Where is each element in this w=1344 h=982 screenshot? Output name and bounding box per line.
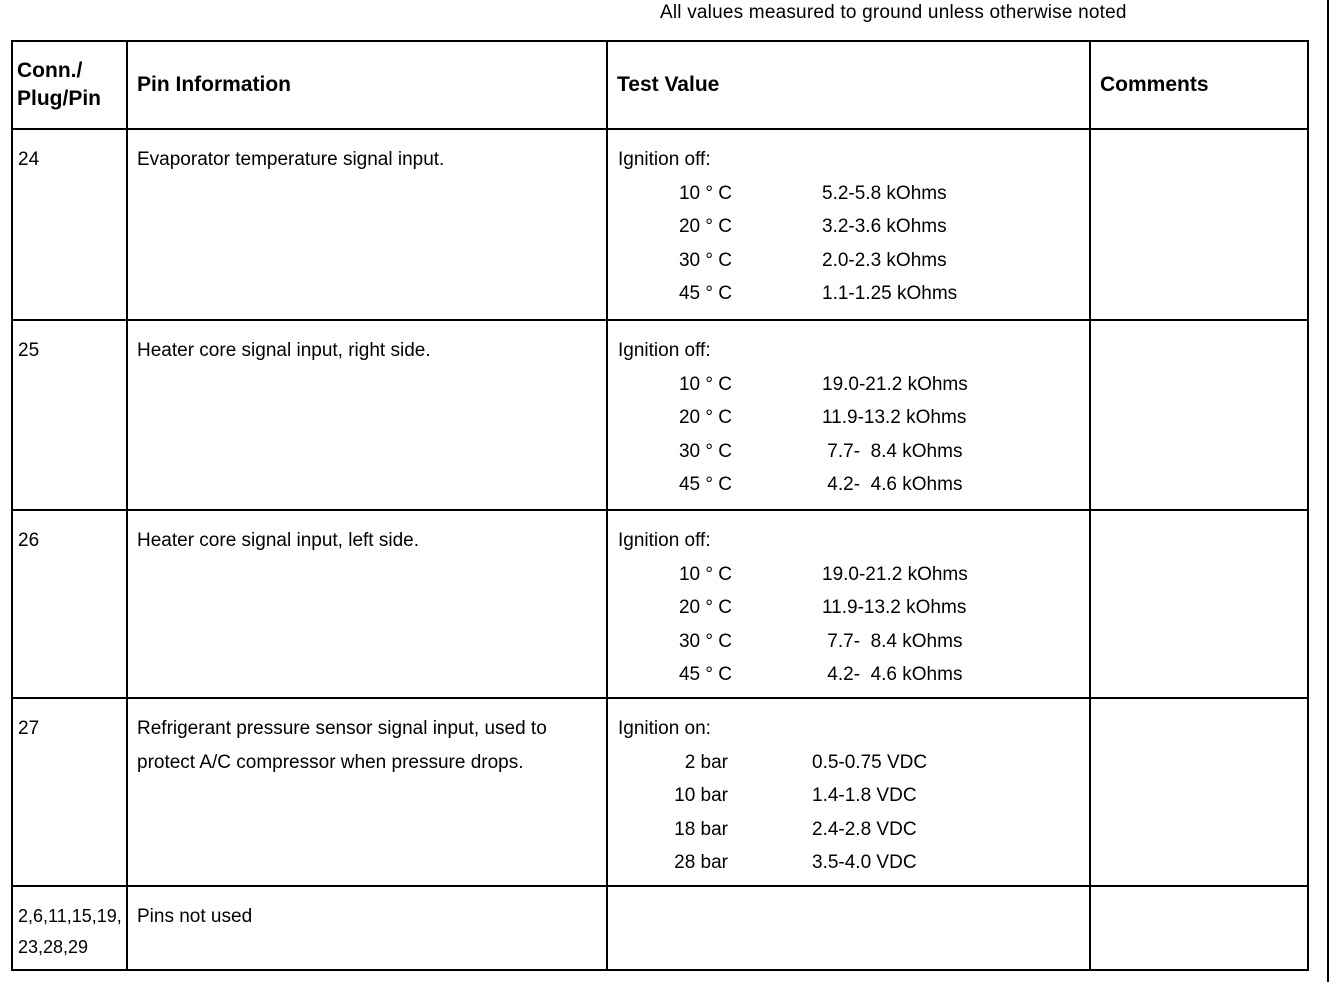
resistance-value: 4.2- 4.6 kOhms <box>822 664 963 685</box>
pin-cell <box>12 320 127 510</box>
test-value-row <box>618 244 1089 278</box>
info-cell <box>127 129 607 320</box>
temperature-label: 30 ° C <box>678 249 732 271</box>
info-cell <box>127 698 607 886</box>
test-value-row <box>618 591 1089 625</box>
pin-description: Pins not used <box>137 906 253 927</box>
info-cell <box>127 320 607 510</box>
voltage-value: 2.4-2.8 VDC <box>812 818 917 840</box>
test-value-row <box>618 368 1089 402</box>
test-condition: Ignition on: <box>618 718 711 739</box>
header-pin-line1: Conn./ <box>17 59 83 82</box>
temperature-label: 20 ° C <box>678 597 732 618</box>
test-value-cell <box>607 510 1090 698</box>
measurement-note: All values measured to ground unless otherwise noted <box>660 2 1127 23</box>
pin-cell <box>12 129 127 320</box>
pin-number: 24 <box>18 149 40 170</box>
resistance-value: 7.7- 8.4 kOhms <box>822 440 963 462</box>
table-row <box>12 129 1308 320</box>
test-condition: Ignition off: <box>618 530 711 551</box>
temperature-label: 10 ° C <box>678 373 732 395</box>
pin-cell <box>12 698 127 886</box>
test-value-row <box>618 846 1089 880</box>
pressure-label: 2 bar <box>684 751 728 773</box>
pin-cell <box>12 886 127 970</box>
header-comments: Comments <box>1090 41 1308 129</box>
table-row <box>12 886 1308 970</box>
test-value-row <box>618 401 1089 435</box>
header-pin-information: Pin Information <box>127 41 607 129</box>
comments-cell <box>1090 886 1308 970</box>
test-condition: Ignition off: <box>618 149 711 170</box>
resistance-value: 2.0-2.3 kOhms <box>822 249 947 271</box>
comments-cell <box>1090 129 1308 320</box>
resistance-value: 11.9-13.2 kOhms <box>822 407 967 428</box>
pressure-label: 18 bar <box>674 818 728 840</box>
table-row <box>12 510 1308 698</box>
pin-number: 25 <box>18 340 40 361</box>
header-pin-line2: Plug/Pin <box>17 87 101 110</box>
temperature-label: 20 ° C <box>678 407 732 428</box>
resistance-value: 5.2-5.8 kOhms <box>822 182 947 204</box>
voltage-value: 1.4-1.8 VDC <box>812 785 917 806</box>
test-value-row <box>618 658 1089 692</box>
resistance-value: 11.9-13.2 kOhms <box>822 597 967 618</box>
info-cell <box>127 510 607 698</box>
comments-cell <box>1090 698 1308 886</box>
temperature-label: 10 ° C <box>678 563 732 585</box>
table-row <box>12 320 1308 510</box>
pin-description: Evaporator temperature signal input. <box>137 149 445 170</box>
test-value-row <box>618 210 1089 244</box>
table-row <box>12 698 1308 886</box>
pin-cell <box>12 510 127 698</box>
test-value-row <box>618 435 1089 469</box>
comments-cell <box>1090 510 1308 698</box>
test-value-row <box>618 177 1089 211</box>
header-pin <box>12 41 127 129</box>
temperature-label: 45 ° C <box>678 664 732 685</box>
page-edge-line <box>1327 0 1329 982</box>
resistance-value: 7.7- 8.4 kOhms <box>822 630 963 652</box>
test-value-row <box>618 746 1089 780</box>
resistance-value: 1.1-1.25 kOhms <box>822 283 958 304</box>
pin-description: Heater core signal input, left side. <box>137 530 419 551</box>
header-test-value: Test Value <box>607 41 1090 129</box>
temperature-label: 45 ° C <box>678 283 732 304</box>
test-value-cell <box>607 886 1090 970</box>
pin-description: Refrigerant pressure sensor signal input, used to protect A/C compressor when pressure drops. <box>137 718 547 773</box>
pin-number: 2,6,11,15,19,23,28,29 <box>18 906 122 957</box>
test-value-row <box>618 625 1089 659</box>
voltage-value: 3.5-4.0 VDC <box>812 852 917 873</box>
test-value-cell <box>607 698 1090 886</box>
temperature-label: 30 ° C <box>678 630 732 652</box>
pressure-label: 28 bar <box>674 852 728 873</box>
pressure-label: 10 bar <box>674 785 728 806</box>
test-value-cell <box>607 320 1090 510</box>
test-value-row <box>618 779 1089 813</box>
test-value-row <box>618 813 1089 847</box>
info-cell <box>127 886 607 970</box>
resistance-value: 3.2-3.6 kOhms <box>822 216 947 237</box>
pin-number: 27 <box>18 718 40 739</box>
comments-cell <box>1090 320 1308 510</box>
temperature-label: 30 ° C <box>678 440 732 462</box>
resistance-value: 19.0-21.2 kOhms <box>822 563 968 585</box>
temperature-label: 20 ° C <box>678 216 732 237</box>
resistance-value: 4.2- 4.6 kOhms <box>822 474 963 495</box>
test-value-row <box>618 468 1089 502</box>
temperature-label: 45 ° C <box>678 474 732 495</box>
test-condition: Ignition off: <box>618 340 711 361</box>
pin-number: 26 <box>18 530 40 551</box>
test-value-cell <box>607 129 1090 320</box>
test-value-row <box>618 558 1089 592</box>
temperature-label: 10 ° C <box>678 182 732 204</box>
pin-test-table <box>11 40 1309 971</box>
test-value-row <box>618 277 1089 311</box>
resistance-value: 19.0-21.2 kOhms <box>822 373 968 395</box>
table-header-row <box>12 41 1308 129</box>
voltage-value: 0.5-0.75 VDC <box>812 751 928 773</box>
pin-description: Heater core signal input, right side. <box>137 340 431 361</box>
